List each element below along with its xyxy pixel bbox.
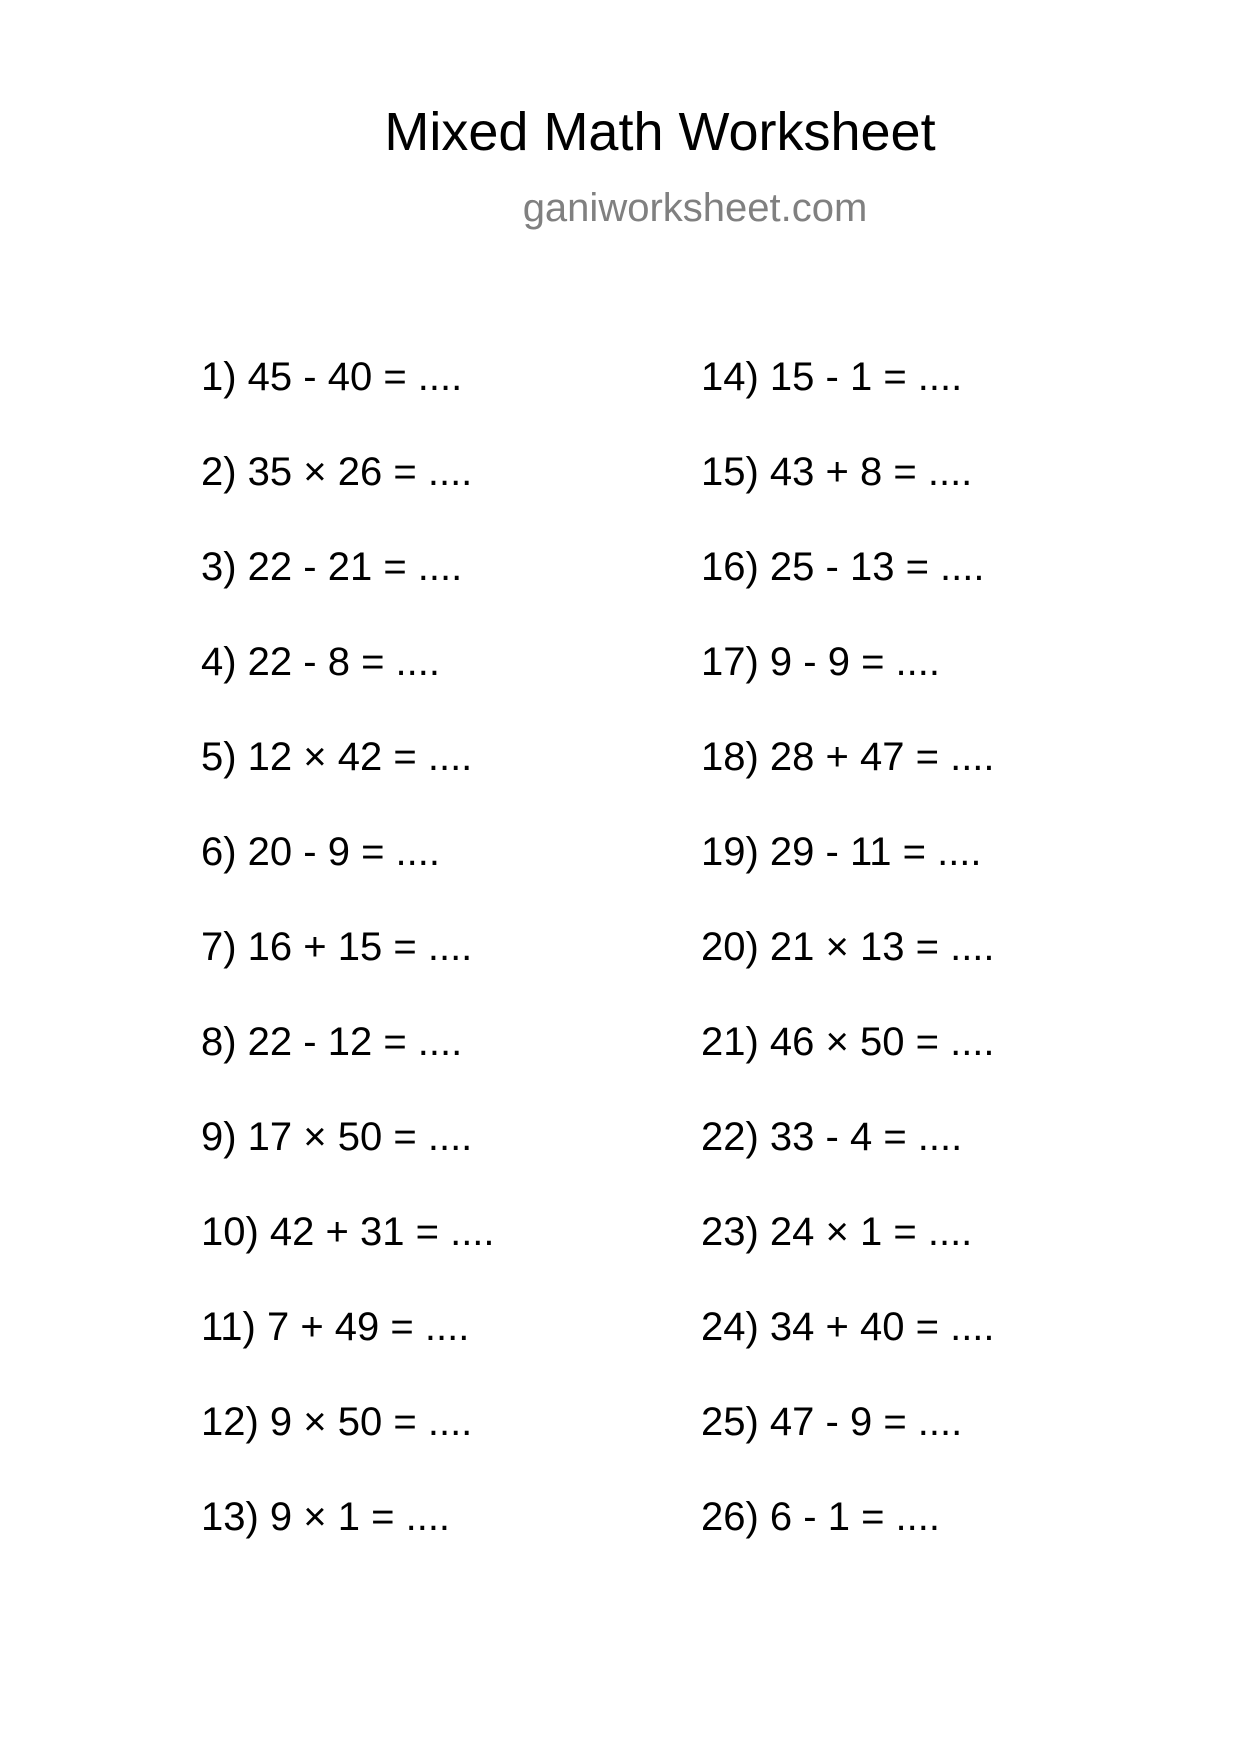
math-problem: 7) 16 + 15 = .... [201,925,473,969]
math-problem: 4) 22 - 8 = .... [201,640,441,684]
math-problem: 15) 43 + 8 = .... [701,450,973,494]
math-problem: 24) 34 + 40 = .... [701,1305,995,1349]
math-problem: 12) 9 × 50 = .... [201,1400,473,1444]
math-problem: 9) 17 × 50 = .... [201,1115,473,1159]
math-problem: 14) 15 - 1 = .... [701,355,963,399]
math-problem: 6) 20 - 9 = .... [201,830,441,874]
website-caption: ganiworksheet.com [522,186,868,230]
math-problem: 17) 9 - 9 = .... [701,640,941,684]
math-problem: 19) 29 - 11 = .... [701,830,982,874]
math-problem: 2) 35 × 26 = .... [201,450,473,494]
math-problem: 26) 6 - 1 = .... [701,1495,941,1539]
problem-column-left [201,349,681,1584]
math-problem: 13) 9 × 1 = .... [201,1495,451,1539]
math-problem: 5) 12 × 42 = .... [201,735,473,779]
math-problem: 18) 28 + 47 = .... [701,735,995,779]
math-problem: 21) 46 × 50 = .... [701,1020,995,1064]
math-problem: 22) 33 - 4 = .... [701,1115,963,1159]
math-problem: 11) 7 + 49 = .... [201,1305,470,1349]
math-problem: 1) 45 - 40 = .... [201,355,463,399]
math-problem: 23) 24 × 1 = .... [701,1210,973,1254]
math-problem: 16) 25 - 13 = .... [701,545,985,589]
math-problem: 25) 47 - 9 = .... [701,1400,963,1444]
math-problem: 8) 22 - 12 = .... [201,1020,463,1064]
math-problem: 10) 42 + 31 = .... [201,1210,495,1254]
math-problem: 3) 22 - 21 = .... [201,545,463,589]
worksheet-title: Mixed Math Worksheet [384,102,936,162]
math-problem: 20) 21 × 13 = .... [701,925,995,969]
problem-column-right [701,349,1201,1584]
